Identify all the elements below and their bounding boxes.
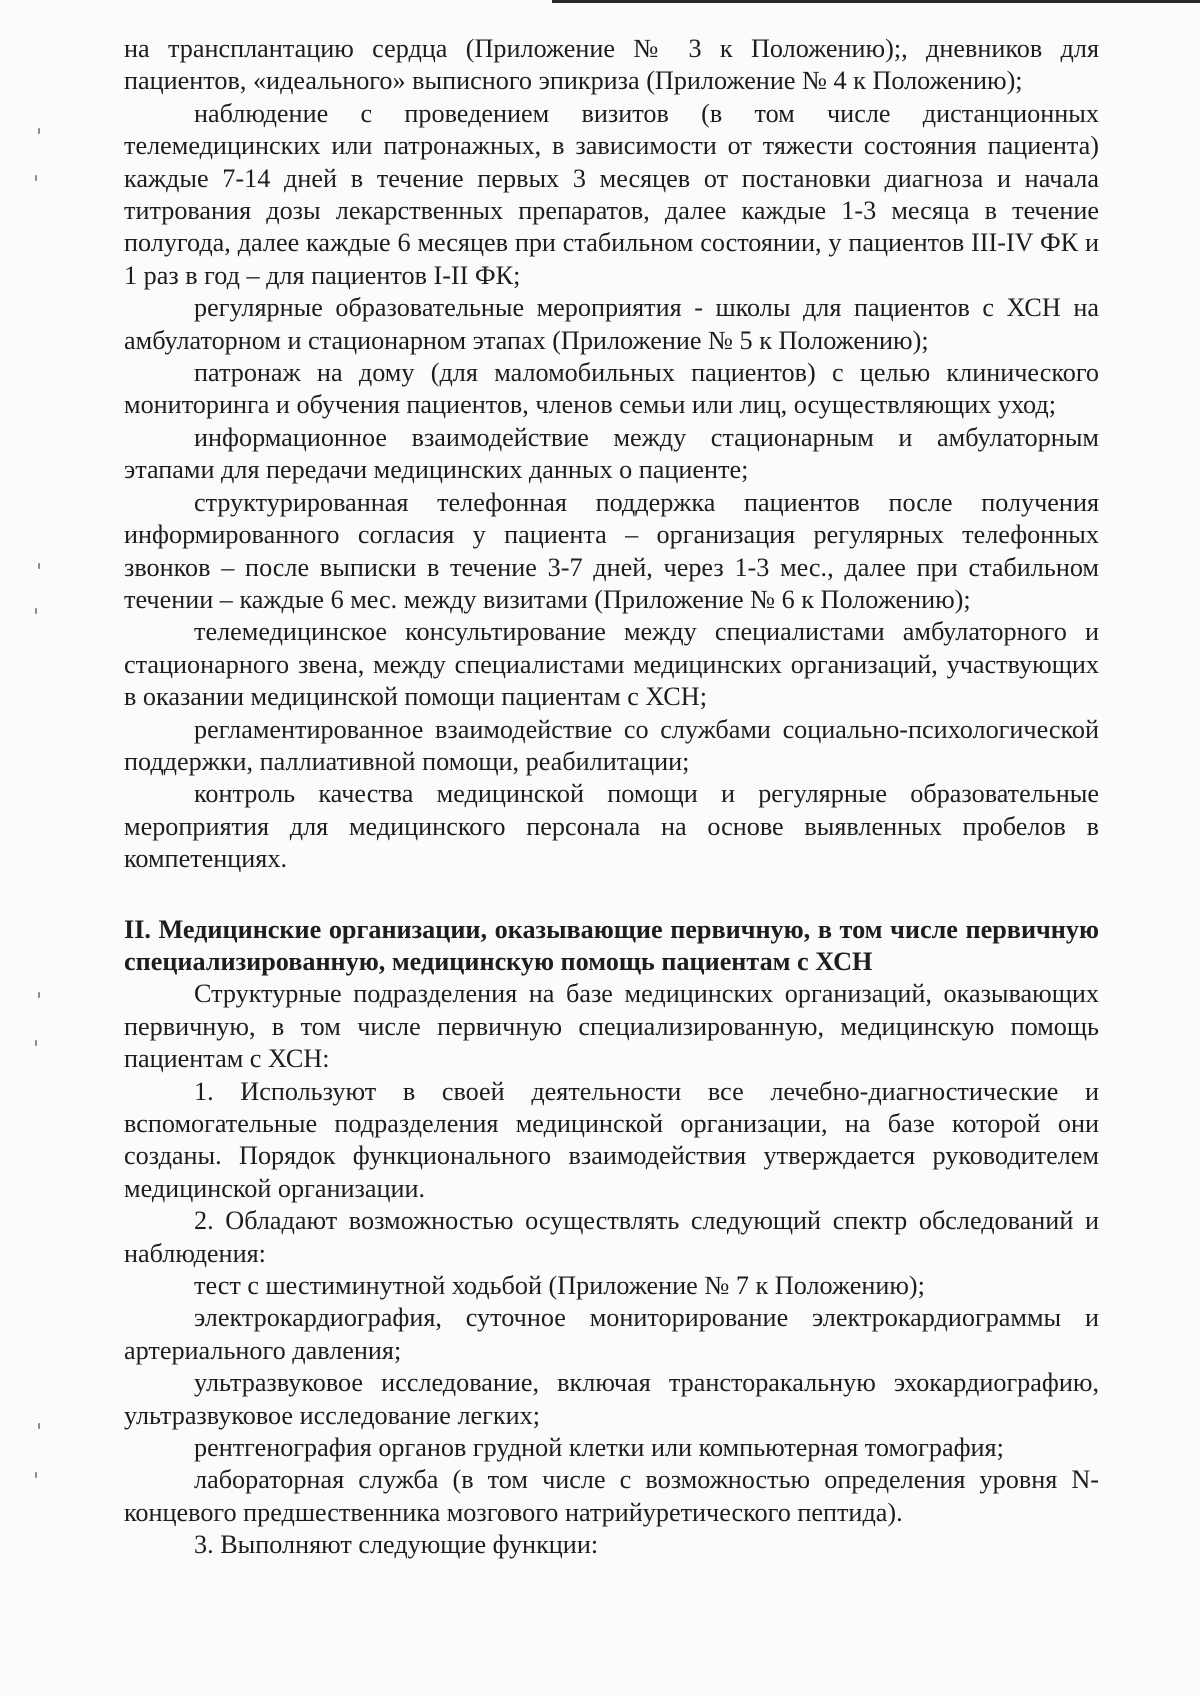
paragraph: Структурные подразделения на базе медицинских организаций, оказывающих первичную, в том числе первичную специализированную, медицинскую помощь пациентам с ХСН: <box>124 979 1099 1074</box>
section-heading: II. Медицинские организации, оказывающие первичную, в том числе первичную специализированную, медицинскую помощь пациентам с ХСН <box>124 914 1099 976</box>
paragraph: рентгенография органов грудной клетки или компьютерная томография; <box>194 1433 1004 1463</box>
paragraph: телемедицинское консультирование между специалистами амбулаторного и стационарного звена, между специалистами медицинских организаций, участвующих в оказании медицинской помощи пациентам с ХСН; <box>124 617 1099 712</box>
paragraph: тест с шестиминутной ходьбой (Приложение № 7 к Положению); <box>194 1271 925 1301</box>
scan-mark <box>38 1423 40 1429</box>
scan-mark <box>35 1472 37 1478</box>
paragraph: регулярные образовательные мероприятия - школы для пациентов с ХСН на амбулаторном и стационарном этапах (Приложение № 5 к Положению); <box>124 293 1099 355</box>
paragraph: наблюдение с проведением визитов (в том числе дистанционных телемедицинских или патронажных, в зависимости от тяжести состояния пациента) каждые 7-14 дней в течение первых 3 месяцев от постановки диагноза и начала титрования дозы лекарственных препаратов, далее каждые 1-3 месяца в течение полугода, далее каждые 6 месяцев при стабильном состоянии, у пациентов III-IV ФК и 1 раз в год – для пациентов I-II ФК; <box>124 98 1099 290</box>
paragraph: 3. Выполняют следующие функции: <box>194 1530 599 1560</box>
section-spacer <box>124 876 1099 914</box>
scan-mark <box>35 1040 37 1046</box>
paragraph: структурированная телефонная поддержка пациентов после получения информированного согласия у пациента – организация регулярных телефонных звонков – после выписки в течение 3-7 дней, через 1-3 мес., далее при стабильном течении – каждые 6 мес. между визитами (Приложение № 6 к Положению); <box>124 487 1099 614</box>
paragraph: электрокардиография, суточное мониторирование электрокардиограммы и артериального давления; <box>124 1303 1099 1365</box>
paragraph: ультразвуковое исследование, включая трансторакальную эхокардиографию, ультразвуковое исследование легких; <box>124 1368 1099 1430</box>
scan-mark <box>38 128 40 134</box>
scan-mark <box>38 563 40 569</box>
scan-mark <box>38 992 40 998</box>
paragraph: 2. Обладают возможностью осуществлять следующий спектр обследований и наблюдения: <box>124 1206 1099 1268</box>
paragraph: лабораторная служба (в том числе с возможностью определения уровня N-концевого предшественника мозгового натрийуретического пептида). <box>124 1465 1099 1527</box>
text-column <box>124 33 1099 1562</box>
paragraph: регламентированное взаимодействие со службами социально-психологической поддержки, паллиативной помощи, реабилитации; <box>124 714 1099 776</box>
paragraph: на трансплантацию сердца (Приложение № 3 к Положению);, дневников для пациентов, «идеального» выписного эпикриза (Приложение № 4 к Положению); <box>124 34 1099 96</box>
paragraph: патронаж на дому (для маломобильных пациентов) с целью клинического мониторинга и обучения пациентов, членов семьи или лиц, осуществляющих уход; <box>124 358 1099 420</box>
paragraph: информационное взаимодействие между стационарным и амбулаторным этапами для передачи медицинских данных о пациенте; <box>124 422 1099 485</box>
top-border-line <box>552 0 1200 3</box>
paragraph: 1. Используют в своей деятельности все лечебно-диагностические и вспомогательные подразделения медицинской организации, на базе которой они созданы. Порядок функционального взаимодействия утверждается руководителем медицинской организации. <box>124 1076 1099 1203</box>
paragraph: контроль качества медицинской помощи и регулярные образовательные мероприятия для медицинского персонала на основе выявленных пробелов в компетенциях. <box>124 779 1099 874</box>
scan-mark <box>35 175 37 181</box>
scan-mark <box>35 608 37 614</box>
